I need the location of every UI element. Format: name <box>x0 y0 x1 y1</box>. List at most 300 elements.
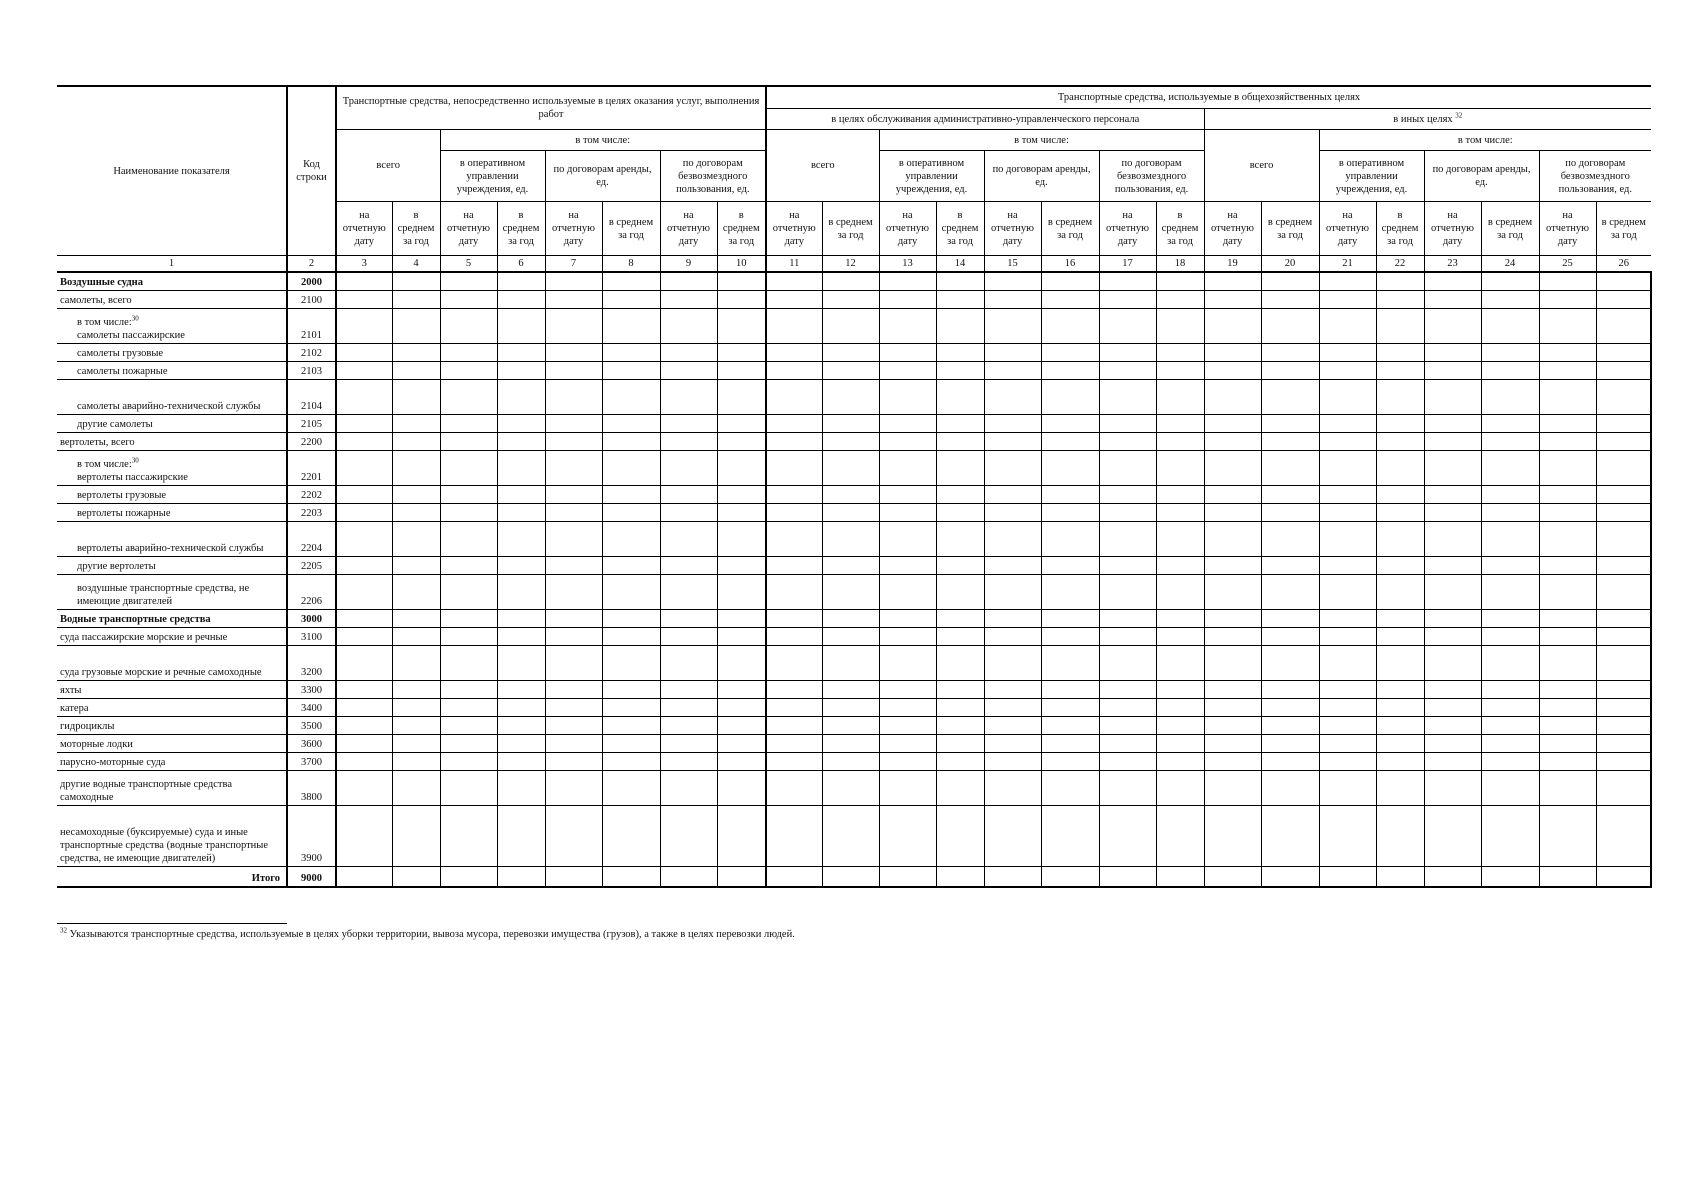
data-cell[interactable] <box>822 867 879 888</box>
data-cell[interactable] <box>602 806 660 867</box>
data-cell[interactable] <box>1481 646 1539 681</box>
data-cell[interactable] <box>1376 717 1424 735</box>
data-cell[interactable] <box>1099 610 1156 628</box>
data-cell[interactable] <box>1596 575 1651 610</box>
data-cell[interactable] <box>879 771 936 806</box>
data-cell[interactable] <box>336 451 392 486</box>
data-cell[interactable] <box>1261 344 1319 362</box>
data-cell[interactable] <box>1156 646 1204 681</box>
data-cell[interactable] <box>1596 522 1651 557</box>
data-cell[interactable] <box>336 628 392 646</box>
data-cell[interactable] <box>1596 771 1651 806</box>
data-cell[interactable] <box>602 867 660 888</box>
data-cell[interactable] <box>1376 362 1424 380</box>
data-cell[interactable] <box>822 504 879 522</box>
data-cell[interactable] <box>602 610 660 628</box>
data-cell[interactable] <box>602 433 660 451</box>
data-cell[interactable] <box>440 451 497 486</box>
data-cell[interactable] <box>1261 557 1319 575</box>
data-cell[interactable] <box>984 272 1041 291</box>
data-cell[interactable] <box>1596 380 1651 415</box>
data-cell[interactable] <box>984 522 1041 557</box>
data-cell[interactable] <box>1261 628 1319 646</box>
data-cell[interactable] <box>766 362 822 380</box>
data-cell[interactable] <box>1376 557 1424 575</box>
data-cell[interactable] <box>1539 557 1596 575</box>
data-cell[interactable] <box>392 753 440 771</box>
data-cell[interactable] <box>1204 735 1261 753</box>
data-cell[interactable] <box>602 272 660 291</box>
data-cell[interactable] <box>822 735 879 753</box>
data-cell[interactable] <box>602 504 660 522</box>
data-cell[interactable] <box>1261 486 1319 504</box>
data-cell[interactable] <box>545 451 602 486</box>
data-cell[interactable] <box>392 699 440 717</box>
data-cell[interactable] <box>545 610 602 628</box>
data-cell[interactable] <box>1319 362 1376 380</box>
data-cell[interactable] <box>1596 309 1651 344</box>
data-cell[interactable] <box>936 415 984 433</box>
data-cell[interactable] <box>497 291 545 309</box>
data-cell[interactable] <box>879 272 936 291</box>
data-cell[interactable] <box>336 557 392 575</box>
data-cell[interactable] <box>1424 575 1481 610</box>
data-cell[interactable] <box>1596 867 1651 888</box>
data-cell[interactable] <box>336 735 392 753</box>
data-cell[interactable] <box>1376 309 1424 344</box>
data-cell[interactable] <box>392 380 440 415</box>
data-cell[interactable] <box>1481 291 1539 309</box>
data-cell[interactable] <box>392 735 440 753</box>
data-cell[interactable] <box>822 806 879 867</box>
data-cell[interactable] <box>1319 628 1376 646</box>
data-cell[interactable] <box>545 628 602 646</box>
data-cell[interactable] <box>879 344 936 362</box>
data-cell[interactable] <box>1041 272 1099 291</box>
data-cell[interactable] <box>1041 344 1099 362</box>
data-cell[interactable] <box>1539 628 1596 646</box>
data-cell[interactable] <box>392 362 440 380</box>
data-cell[interactable] <box>660 415 717 433</box>
data-cell[interactable] <box>1204 717 1261 735</box>
data-cell[interactable] <box>1261 753 1319 771</box>
data-cell[interactable] <box>936 867 984 888</box>
data-cell[interactable] <box>1319 753 1376 771</box>
data-cell[interactable] <box>1424 451 1481 486</box>
data-cell[interactable] <box>1539 646 1596 681</box>
data-cell[interactable] <box>602 557 660 575</box>
data-cell[interactable] <box>1156 628 1204 646</box>
data-cell[interactable] <box>1041 575 1099 610</box>
data-cell[interactable] <box>1596 272 1651 291</box>
data-cell[interactable] <box>602 522 660 557</box>
data-cell[interactable] <box>717 735 766 753</box>
data-cell[interactable] <box>497 486 545 504</box>
data-cell[interactable] <box>660 344 717 362</box>
data-cell[interactable] <box>545 867 602 888</box>
data-cell[interactable] <box>879 415 936 433</box>
data-cell[interactable] <box>545 344 602 362</box>
data-cell[interactable] <box>392 771 440 806</box>
data-cell[interactable] <box>660 486 717 504</box>
data-cell[interactable] <box>1481 362 1539 380</box>
data-cell[interactable] <box>1481 486 1539 504</box>
data-cell[interactable] <box>336 522 392 557</box>
data-cell[interactable] <box>660 522 717 557</box>
data-cell[interactable] <box>879 867 936 888</box>
data-cell[interactable] <box>879 522 936 557</box>
data-cell[interactable] <box>1099 806 1156 867</box>
data-cell[interactable] <box>1376 806 1424 867</box>
data-cell[interactable] <box>336 646 392 681</box>
data-cell[interactable] <box>984 699 1041 717</box>
data-cell[interactable] <box>936 433 984 451</box>
data-cell[interactable] <box>1319 557 1376 575</box>
data-cell[interactable] <box>497 628 545 646</box>
data-cell[interactable] <box>1539 610 1596 628</box>
data-cell[interactable] <box>984 735 1041 753</box>
data-cell[interactable] <box>1204 291 1261 309</box>
data-cell[interactable] <box>1041 681 1099 699</box>
data-cell[interactable] <box>1376 628 1424 646</box>
data-cell[interactable] <box>1099 575 1156 610</box>
data-cell[interactable] <box>1041 380 1099 415</box>
data-cell[interactable] <box>440 415 497 433</box>
data-cell[interactable] <box>984 362 1041 380</box>
data-cell[interactable] <box>1099 272 1156 291</box>
data-cell[interactable] <box>1261 291 1319 309</box>
data-cell[interactable] <box>984 681 1041 699</box>
data-cell[interactable] <box>440 699 497 717</box>
data-cell[interactable] <box>1041 867 1099 888</box>
data-cell[interactable] <box>717 433 766 451</box>
data-cell[interactable] <box>1204 771 1261 806</box>
data-cell[interactable] <box>717 699 766 717</box>
data-cell[interactable] <box>766 610 822 628</box>
data-cell[interactable] <box>1539 753 1596 771</box>
data-cell[interactable] <box>936 451 984 486</box>
data-cell[interactable] <box>766 522 822 557</box>
data-cell[interactable] <box>1099 451 1156 486</box>
data-cell[interactable] <box>545 646 602 681</box>
data-cell[interactable] <box>1156 522 1204 557</box>
data-cell[interactable] <box>392 867 440 888</box>
data-cell[interactable] <box>1204 486 1261 504</box>
data-cell[interactable] <box>660 504 717 522</box>
data-cell[interactable] <box>984 309 1041 344</box>
data-cell[interactable] <box>545 699 602 717</box>
data-cell[interactable] <box>766 735 822 753</box>
data-cell[interactable] <box>660 628 717 646</box>
data-cell[interactable] <box>822 486 879 504</box>
data-cell[interactable] <box>1099 380 1156 415</box>
data-cell[interactable] <box>1539 681 1596 699</box>
data-cell[interactable] <box>1041 628 1099 646</box>
data-cell[interactable] <box>1041 451 1099 486</box>
data-cell[interactable] <box>822 628 879 646</box>
data-cell[interactable] <box>545 415 602 433</box>
data-cell[interactable] <box>822 681 879 699</box>
data-cell[interactable] <box>660 646 717 681</box>
data-cell[interactable] <box>602 753 660 771</box>
data-cell[interactable] <box>1596 415 1651 433</box>
data-cell[interactable] <box>766 272 822 291</box>
data-cell[interactable] <box>936 272 984 291</box>
data-cell[interactable] <box>1319 575 1376 610</box>
data-cell[interactable] <box>879 291 936 309</box>
data-cell[interactable] <box>602 451 660 486</box>
data-cell[interactable] <box>1424 646 1481 681</box>
data-cell[interactable] <box>1261 362 1319 380</box>
data-cell[interactable] <box>766 575 822 610</box>
data-cell[interactable] <box>1424 433 1481 451</box>
data-cell[interactable] <box>1539 486 1596 504</box>
data-cell[interactable] <box>1424 753 1481 771</box>
data-cell[interactable] <box>545 717 602 735</box>
data-cell[interactable] <box>1204 867 1261 888</box>
data-cell[interactable] <box>1376 433 1424 451</box>
data-cell[interactable] <box>392 272 440 291</box>
data-cell[interactable] <box>879 380 936 415</box>
data-cell[interactable] <box>1376 610 1424 628</box>
data-cell[interactable] <box>879 735 936 753</box>
data-cell[interactable] <box>440 717 497 735</box>
data-cell[interactable] <box>1596 628 1651 646</box>
data-cell[interactable] <box>1319 522 1376 557</box>
data-cell[interactable] <box>545 504 602 522</box>
data-cell[interactable] <box>1596 681 1651 699</box>
data-cell[interactable] <box>440 610 497 628</box>
data-cell[interactable] <box>984 867 1041 888</box>
data-cell[interactable] <box>1204 610 1261 628</box>
data-cell[interactable] <box>1099 522 1156 557</box>
data-cell[interactable] <box>822 272 879 291</box>
data-cell[interactable] <box>1041 806 1099 867</box>
data-cell[interactable] <box>822 380 879 415</box>
data-cell[interactable] <box>1156 272 1204 291</box>
data-cell[interactable] <box>336 699 392 717</box>
data-cell[interactable] <box>936 717 984 735</box>
data-cell[interactable] <box>1596 451 1651 486</box>
data-cell[interactable] <box>1319 610 1376 628</box>
data-cell[interactable] <box>1539 415 1596 433</box>
data-cell[interactable] <box>1376 291 1424 309</box>
data-cell[interactable] <box>766 344 822 362</box>
data-cell[interactable] <box>717 380 766 415</box>
data-cell[interactable] <box>1041 646 1099 681</box>
data-cell[interactable] <box>1261 646 1319 681</box>
data-cell[interactable] <box>440 735 497 753</box>
data-cell[interactable] <box>660 272 717 291</box>
data-cell[interactable] <box>1099 753 1156 771</box>
data-cell[interactable] <box>822 557 879 575</box>
data-cell[interactable] <box>1539 522 1596 557</box>
data-cell[interactable] <box>1596 735 1651 753</box>
data-cell[interactable] <box>545 557 602 575</box>
data-cell[interactable] <box>1261 699 1319 717</box>
data-cell[interactable] <box>984 806 1041 867</box>
data-cell[interactable] <box>1481 433 1539 451</box>
data-cell[interactable] <box>1204 681 1261 699</box>
data-cell[interactable] <box>717 309 766 344</box>
data-cell[interactable] <box>1319 717 1376 735</box>
data-cell[interactable] <box>766 806 822 867</box>
data-cell[interactable] <box>936 628 984 646</box>
data-cell[interactable] <box>660 867 717 888</box>
data-cell[interactable] <box>1319 867 1376 888</box>
data-cell[interactable] <box>1156 433 1204 451</box>
data-cell[interactable] <box>1481 504 1539 522</box>
data-cell[interactable] <box>717 344 766 362</box>
data-cell[interactable] <box>1041 557 1099 575</box>
data-cell[interactable] <box>936 681 984 699</box>
data-cell[interactable] <box>497 451 545 486</box>
data-cell[interactable] <box>392 504 440 522</box>
data-cell[interactable] <box>660 557 717 575</box>
data-cell[interactable] <box>1099 717 1156 735</box>
data-cell[interactable] <box>1596 486 1651 504</box>
data-cell[interactable] <box>717 522 766 557</box>
data-cell[interactable] <box>936 504 984 522</box>
data-cell[interactable] <box>660 806 717 867</box>
data-cell[interactable] <box>1319 344 1376 362</box>
data-cell[interactable] <box>1539 717 1596 735</box>
data-cell[interactable] <box>1156 717 1204 735</box>
data-cell[interactable] <box>336 806 392 867</box>
data-cell[interactable] <box>497 575 545 610</box>
data-cell[interactable] <box>1481 735 1539 753</box>
data-cell[interactable] <box>766 646 822 681</box>
data-cell[interactable] <box>392 291 440 309</box>
data-cell[interactable] <box>392 344 440 362</box>
data-cell[interactable] <box>717 504 766 522</box>
data-cell[interactable] <box>497 380 545 415</box>
data-cell[interactable] <box>717 610 766 628</box>
data-cell[interactable] <box>1596 699 1651 717</box>
data-cell[interactable] <box>1424 557 1481 575</box>
data-cell[interactable] <box>1099 628 1156 646</box>
data-cell[interactable] <box>497 309 545 344</box>
data-cell[interactable] <box>497 272 545 291</box>
data-cell[interactable] <box>392 681 440 699</box>
data-cell[interactable] <box>1156 309 1204 344</box>
data-cell[interactable] <box>440 646 497 681</box>
data-cell[interactable] <box>1156 610 1204 628</box>
data-cell[interactable] <box>1481 806 1539 867</box>
data-cell[interactable] <box>1319 291 1376 309</box>
data-cell[interactable] <box>1596 433 1651 451</box>
data-cell[interactable] <box>1376 380 1424 415</box>
data-cell[interactable] <box>984 344 1041 362</box>
data-cell[interactable] <box>822 610 879 628</box>
data-cell[interactable] <box>936 646 984 681</box>
data-cell[interactable] <box>602 291 660 309</box>
data-cell[interactable] <box>1319 771 1376 806</box>
data-cell[interactable] <box>1041 735 1099 753</box>
data-cell[interactable] <box>822 344 879 362</box>
data-cell[interactable] <box>1424 380 1481 415</box>
data-cell[interactable] <box>984 610 1041 628</box>
data-cell[interactable] <box>1481 610 1539 628</box>
data-cell[interactable] <box>1481 867 1539 888</box>
data-cell[interactable] <box>879 753 936 771</box>
data-cell[interactable] <box>1596 717 1651 735</box>
data-cell[interactable] <box>822 575 879 610</box>
data-cell[interactable] <box>1156 867 1204 888</box>
data-cell[interactable] <box>1099 415 1156 433</box>
data-cell[interactable] <box>1261 380 1319 415</box>
data-cell[interactable] <box>497 806 545 867</box>
data-cell[interactable] <box>1596 291 1651 309</box>
data-cell[interactable] <box>1099 735 1156 753</box>
data-cell[interactable] <box>1424 309 1481 344</box>
data-cell[interactable] <box>1156 415 1204 433</box>
data-cell[interactable] <box>1261 522 1319 557</box>
data-cell[interactable] <box>1041 717 1099 735</box>
data-cell[interactable] <box>497 415 545 433</box>
data-cell[interactable] <box>1481 557 1539 575</box>
data-cell[interactable] <box>1041 415 1099 433</box>
data-cell[interactable] <box>660 575 717 610</box>
data-cell[interactable] <box>1376 272 1424 291</box>
data-cell[interactable] <box>602 309 660 344</box>
data-cell[interactable] <box>1539 699 1596 717</box>
data-cell[interactable] <box>1539 344 1596 362</box>
data-cell[interactable] <box>440 681 497 699</box>
data-cell[interactable] <box>822 309 879 344</box>
data-cell[interactable] <box>879 628 936 646</box>
data-cell[interactable] <box>717 867 766 888</box>
data-cell[interactable] <box>1539 575 1596 610</box>
data-cell[interactable] <box>1156 753 1204 771</box>
data-cell[interactable] <box>1481 272 1539 291</box>
data-cell[interactable] <box>1319 699 1376 717</box>
data-cell[interactable] <box>936 771 984 806</box>
data-cell[interactable] <box>1261 504 1319 522</box>
data-cell[interactable] <box>1481 699 1539 717</box>
data-cell[interactable] <box>1261 771 1319 806</box>
data-cell[interactable] <box>879 451 936 486</box>
data-cell[interactable] <box>1481 681 1539 699</box>
data-cell[interactable] <box>936 753 984 771</box>
data-cell[interactable] <box>1481 575 1539 610</box>
data-cell[interactable] <box>1041 291 1099 309</box>
data-cell[interactable] <box>822 291 879 309</box>
data-cell[interactable] <box>602 771 660 806</box>
data-cell[interactable] <box>440 753 497 771</box>
data-cell[interactable] <box>766 451 822 486</box>
data-cell[interactable] <box>1204 433 1261 451</box>
data-cell[interactable] <box>1596 806 1651 867</box>
data-cell[interactable] <box>440 628 497 646</box>
data-cell[interactable] <box>1539 272 1596 291</box>
data-cell[interactable] <box>984 646 1041 681</box>
data-cell[interactable] <box>440 504 497 522</box>
data-cell[interactable] <box>1539 735 1596 753</box>
data-cell[interactable] <box>1041 486 1099 504</box>
data-cell[interactable] <box>1596 610 1651 628</box>
data-cell[interactable] <box>717 362 766 380</box>
data-cell[interactable] <box>717 771 766 806</box>
data-cell[interactable] <box>1376 486 1424 504</box>
data-cell[interactable] <box>392 433 440 451</box>
data-cell[interactable] <box>1156 486 1204 504</box>
data-cell[interactable] <box>1481 415 1539 433</box>
data-cell[interactable] <box>1261 735 1319 753</box>
data-cell[interactable] <box>497 699 545 717</box>
data-cell[interactable] <box>822 415 879 433</box>
data-cell[interactable] <box>1596 504 1651 522</box>
